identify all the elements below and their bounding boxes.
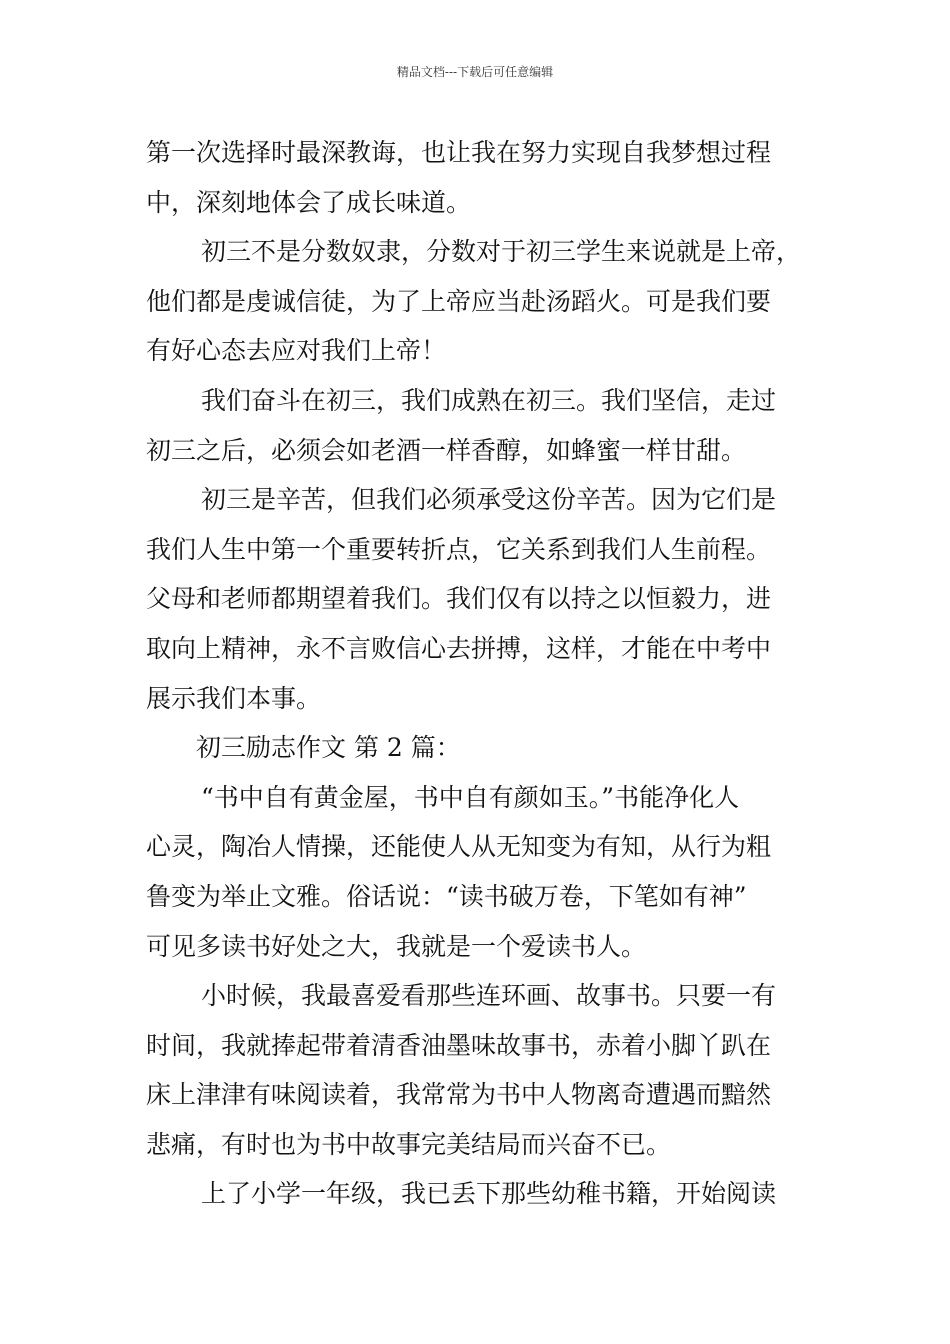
paragraph-first-line: 上了小学一年级，我已丢下那些幼稚书籍，开始阅读 — [201, 1179, 777, 1209]
body-line: 鲁变为举止文雅。俗话说：“读书破万卷，下笔如有神” — [146, 881, 747, 911]
paragraph-first-line: 初三不是分数奴隶，分数对于初三学生来说就是上帝， — [201, 237, 802, 267]
paragraph-first-line: 我们奋斗在初三，我们成熟在初三。我们坚信，走过 — [201, 385, 777, 415]
body-line: 中，深刻地体会了成长味道。 — [146, 187, 472, 217]
body-line: 展示我们本事。 — [146, 683, 322, 713]
paragraph-first-line: “书中自有黄金屋，书中自有颜如玉。”书能净化人 — [201, 782, 740, 812]
body-line: 可见多读书好处之大，我就是一个爱读书人。 — [146, 931, 647, 961]
section-heading: 初三励志作文 第 2 篇： — [196, 733, 461, 763]
body-line: 第一次选择时最深教诲，也让我在努力实现自我梦想过程 — [146, 138, 772, 167]
paragraph-first-line: 初三是辛苦，但我们必须承受这份辛苦。因为它们是 — [201, 485, 777, 515]
body-line: 时间，我就捧起带着清香油墨味故事书，赤着小脚丫趴在 — [146, 1030, 772, 1060]
body-line: 父母和老师都期望着我们。我们仅有以持之以恒毅力，进 — [146, 584, 772, 614]
body-line: 心灵，陶冶人情操，还能使人从无知变为有知，从行为粗 — [146, 832, 772, 862]
body-line: 床上津津有味阅读着，我常常为书中人物离奇遭遇而黯然 — [146, 1080, 772, 1110]
body-line: 取向上精神，永不言败信心去拼搏，这样，才能在中考中 — [146, 633, 772, 663]
paragraph-first-line: 小时候，我最喜爱看那些连环画、故事书。只要一有 — [201, 981, 777, 1011]
document-body — [146, 128, 826, 1219]
body-line: 初三之后，必须会如老酒一样香醇，如蜂蜜一样甘甜。 — [146, 435, 747, 465]
body-line: 我们人生中第一个重要转折点，它关系到我们人生前程。 — [146, 534, 772, 564]
body-line: 有好心态去应对我们上帝！ — [146, 336, 447, 366]
body-line: 他们都是虔诚信徒，为了上帝应当赴汤蹈火。可是我们要 — [146, 286, 772, 316]
page-header: 精品文档---下载后可任意编辑 — [396, 65, 554, 79]
body-line: 悲痛，有时也为书中故事完美结局而兴奋不已。 — [146, 1129, 672, 1159]
